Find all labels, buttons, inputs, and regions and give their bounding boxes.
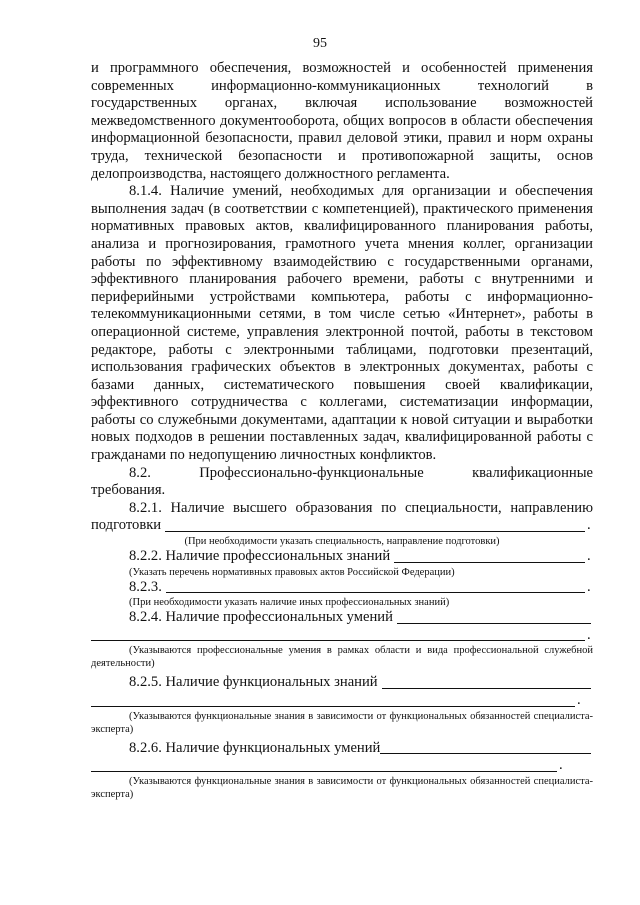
blank-line-8-2-6 [380,740,591,754]
note-8-2-1: (При необходимости указать специальность, направление подготовки) [184,536,500,548]
blank-line-8-2-6-2 [91,758,557,772]
period: . [587,626,591,643]
blank-line-8-2-5-2 [91,693,575,707]
item-8-2-2-line [91,548,593,566]
blank-line-8-2-1 [165,518,585,532]
item-8-2-3-line [91,579,593,597]
period: . [577,692,581,708]
note-8-2-2: (Указать перечень нормативных правовых актов Российской Федерации) [129,566,455,578]
item-8-2-4-label: 8.2.4. Наличие профессиональных умений [129,609,393,626]
period: . [587,548,591,565]
item-8-2-5-label: 8.2.5. Наличие функциональных знаний [129,674,378,691]
period: . [559,757,563,774]
blank-line-8-2-4-2 [91,627,585,641]
item-8-2-6-line [91,740,593,758]
paragraph-8-1-4: 8.1.4. Наличие умений, необходимых для организации и обеспечения выполнения задач (в соответствии с компетенцией), практического применения нормативных правовых актов, квалифицированного планирования работы, анализа и прогнозирования, грамотного учета мнения коллег, организации работы по эффективному взаимодействию с государственными органами, эффективного планирования рабочего времени, работы с внутренними и периферийными устройствами компьютера, работы с информационно-телекоммуникационными сетями, в том числе сетью «Интернет», работы в операционной системе, управления электронной почтой, работы в текстовом редакторе, работы с электронными таблицами, подготовки презентаций, использования графических объектов в электронных документах, работы с базами данных, систематического повышения своей квалификации, эффективного сотрудничества с коллегами, систематизации информации, работы со служебными документами, адаптации к новой ситуации и выработки новых подходов в решении поставленных задач, квалифицированной работы с гражданами по недопущению личностных конфликтов. [91,183,593,464]
item-8-2-1-text: 8.2.1. Наличие высшего образования по специальности, направлению [129,499,593,516]
item-8-2-4-line-2 [91,627,593,645]
item-8-2-1-word: подготовки [91,517,162,534]
page-number: 95 [313,36,327,51]
blank-line-8-2-2 [394,549,585,563]
note-8-2-4: (Указываются профессиональные умения в рамках области и вида профессиональной служебной деятельности) [91,645,593,670]
period: . [587,578,591,595]
blank-line-8-2-3 [166,579,585,593]
heading-8-2-continued: требования. [91,482,166,499]
note-8-2-6: (Указываются функциональные знания в зависимости от функциональных обязанностей специалиста-эксперта) [91,775,593,800]
item-8-2-6-label: 8.2.6. Наличие функциональных умений [129,739,381,756]
item-8-2-5-line [91,674,593,692]
item-8-2-2-label: 8.2.2. Наличие профессиональных знаний [129,548,391,565]
document-body [91,60,593,801]
note-8-2-3: (При необходимости указать наличие иных профессиональных знаний) [129,597,450,609]
item-8-2-5-line-2 [91,692,593,710]
period: . [587,517,591,534]
item-8-2-3-label: 8.2.3. [129,578,162,595]
note-8-2-5: (Указываются функциональные знания в зависимости от функциональных обязанностей специалиста-эксперта) [91,710,593,735]
paragraph-continuation: и программного обеспечения, возможностей и особенностей применения современных информационно-коммуникационных технологий в государственных органах, включая использование возможностей межведомственного документооборота, общих вопросов в области обеспечения информационной безопасности, правил деловой этики, правил и норм охраны труда, технической безопасности и противопожарной защиты, основ делопроизводства, настоящего должностного регламента. [91,60,593,182]
item-8-2-4-line [91,609,593,627]
item-8-2-6-line-2 [91,757,593,775]
blank-line-8-2-5 [382,675,591,689]
heading-8-2: 8.2. Профессионально-функциональные квалификационные [129,464,593,481]
blank-line-8-2-4 [397,610,591,624]
item-8-2-1-fill-line [91,517,593,535]
